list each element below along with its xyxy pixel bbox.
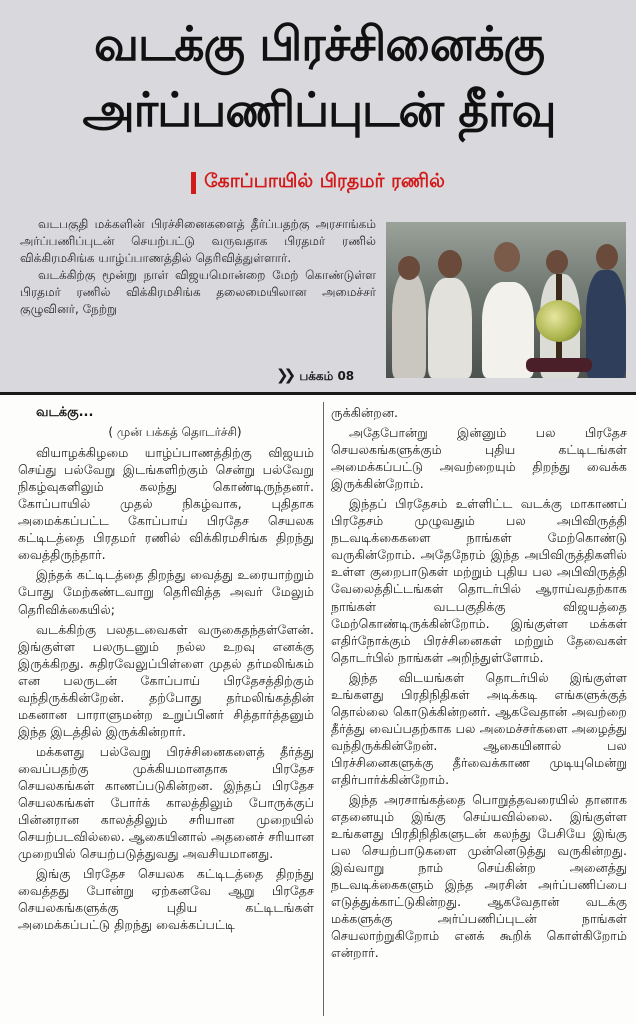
subheadline [0,170,636,195]
photo-person-head [596,244,618,270]
body-paragraph: இந்த அரசாங்கத்தை பொறுத்தவரையில் தானாக எதனையும் இங்கு செய்யவில்லை. இங்குள்ள உங்களது பிரதிநிதிகளுடன் கலந்து பேசியே இங்கு பல செயற்பாடுகளை முன்னெடுத்து வருகின்றது. இவ்வாறு நாம் செய்கின்ற அனைத்து நடவடிக்கைகளும் இந்த அரசின் அர்ப்பணிப்பை எடுத்துக்காட்டுகின்றது. ஆகவேதான் வடக்கு மக்களுக்கு அர்ப்பணிப்புடன் நாங்கள் செயலாற்றுகிறோம் எனக் கூறிக் கொள்கிறோம் என்றார். [331,792,627,961]
continuation-right-column [331,404,627,965]
body-paragraph: இங்கு பிரதேச செயலக கட்டிடத்தை திறந்து வைத்தது போன்று ஏற்கனவே ஆறு பிரதேச செயலகங்களுக்கு புதிய கட்டிடங்கள் அமைக்கப்பட்டு திறந்து வைக்கப்பட்டி [18,866,314,933]
page-reference-label: பக்கம் 08 [299,369,355,383]
body-paragraph: மக்களது பல்வேறு பிரச்சினைகளைத் தீர்த்து வைப்பதற்கு முக்கியமானதாக பிரதேச செயலகங்கள் காணப்படுகின்றன. இந்தப் பிரதேச செயலகங்கள் போர்க் காலத்திலும் போருக்குப் பின்னரான காலத்திலும் சரியான முறையில் செயற்படவில்லை. ஆகையினால் அதனைச் சரியான முறையில் செயற்படுத்துவது அவசியமானது. [18,743,314,862]
body-paragraph: இந்த விடயங்கள் தொடர்பில் இங்குள்ள உங்களது பிரதிநிதிகள் அடிக்கடி எங்களுக்குத் தொல்லை கொடுக்கின்றனர். ஆகவேதான் அவற்றை தீர்த்து வைப்பதற்காக பல அமைச்சர்களை அழைத்து வந்திருக்கின்றேன். ஆகையினால் பல பிரச்சினைகளுக்கு தீர்வைக்காண முடியுமென்று எதிர்பார்க்கின்றோம். [331,669,627,787]
continuation-left-column [18,404,314,936]
headline-line-1: வடக்கு பிரச்சினைக்கு [94,17,544,72]
photo-person-head [546,250,568,274]
photo-person-head [398,256,420,280]
column-divider [323,402,324,1016]
photo-person [392,272,426,378]
intro-paragraph-1: வடபகுதி மக்களின் பிரச்சினைகளைத் தீர்ப்பதற்கு அரசாங்கம் அர்ப்பணிப்புடன் செயற்பட்டு வருவதாக பிரதமர் ரணில் விக்கிரமசிங்க யாழ்ப்பாணத்தில் தெரிவித்துள்ளார். [20,217,376,265]
photo-person-head [438,250,462,278]
continuation-from-label: ( முன் பக்கத் தொடர்ச்சி) [108,425,242,440]
headline-line-2: அர்ப்பணிப்புடன் தீர்வு [82,83,556,138]
photo-person [428,278,472,378]
body-paragraph-lead: ருக்கின்றன. [331,405,399,420]
page-reference [276,366,354,385]
oil-lamp-base [526,358,592,372]
headline [14,12,624,144]
photo-person-head [494,242,520,272]
intro-paragraph-2: வடக்கிற்கு மூன்று நாள் விஜயமொன்றை மேற் கொண்டுள்ள பிரதமர் ரணில் விக்கிரமசிங்க தலைமையிலான அமைச்சர் குழுவினர், நேற்று [20,268,376,316]
body-paragraph: இந்தப் பிரதேசம் உள்ளிட்ட வடக்கு மாகாணப் பிரதேசம் முழுவதும் பல அபிவிருத்தி நடவடிக்கைகளை நாங்கள் மேற்கொண்டு வருகின்றோம். அதேநேரம் இந்த அபிவிருத்திகளில் உள்ள குறைபாடுகள் மற்றும் புதிய பல அபிவிருத்தி வேலைத்திட்டங்கள் தொடர்பில் ஆராய்வதற்காக நாங்கள் வடபகுதிக்கு விஜயத்தை மேற்கொண்டிருக்கின்றோம். இங்குள்ள மக்கள் எதிர்நோக்கும் பிரச்சினைகள் மற்றும் தேவைகள் தொடர்பில் நாங்கள் அறிந்துள்ளோம். [331,496,627,665]
body-paragraph: வடக்கிற்கு பலதடவைகள் வருகைதந்தள்ளேன். இங்குள்ள பலருடனும் நல்ல உறவு எனக்கு இருக்கிறது. சுதிரவேலுப்பிள்ளை முதல் தர்மலிங்கம் என பலருடன் கோப்பாய் பிரதேசத்திற்கும் வந்திருக்கின்றேன். தற்போது தர்மலிங்கத்தின் மகனான பாராளுமன்ற உறுப்பினர் சித்தார்த்தனும் இந்த இடத்தில் இருக்கின்றார். [18,621,314,739]
lamp-decoration [536,300,582,342]
photo-person [586,270,626,378]
continuation-kicker: வடக்கு... [36,405,94,420]
intro-text [20,216,376,318]
double-chevron-icon: ❯❯ [276,366,292,384]
body-paragraph: அதேபோன்று இன்னும் பல பிரதேச செயலகங்களுக்கும் புதிய கட்டிடங்கள் அமைக்கப்பட்டு அவற்றையும் திறந்து வைக்க இருக்கின்றோம். [331,425,627,492]
news-photo [386,222,626,378]
section-rule [0,392,636,395]
lead-story-panel [0,0,636,392]
subheadline-text: கோப்பாயில் பிரதமர் ரணில் [204,170,445,192]
body-paragraph: இந்தக் கட்டிடத்தை திறந்து வைத்து உரையாற்றும் போது மேற்கண்டவாறு தெரிவித்த அவர் மேலும் தெரிவிக்கையில்; [18,567,314,617]
body-paragraph: வியாழக்கிழமை யாழ்ப்பாணத்திற்கு விஜயம் செய்து பல்வேறு இடங்களிற்கும் சென்று பல்வேறு நிகழ்வுகளிலும் கலந்து கொண்டிருந்தனர். கோப்பாயில் முதல் நிகழ்வாக, புதிதாக அமைக்கப்பட்ட கோப்பாய் பிரதேச செயலக கட்டிடத்தை பிரதமர் ரணில் விக்கிரமசிங்க திறந்து வைத்திருந்தார். [18,445,314,563]
subhead-accent-bar [191,172,196,194]
